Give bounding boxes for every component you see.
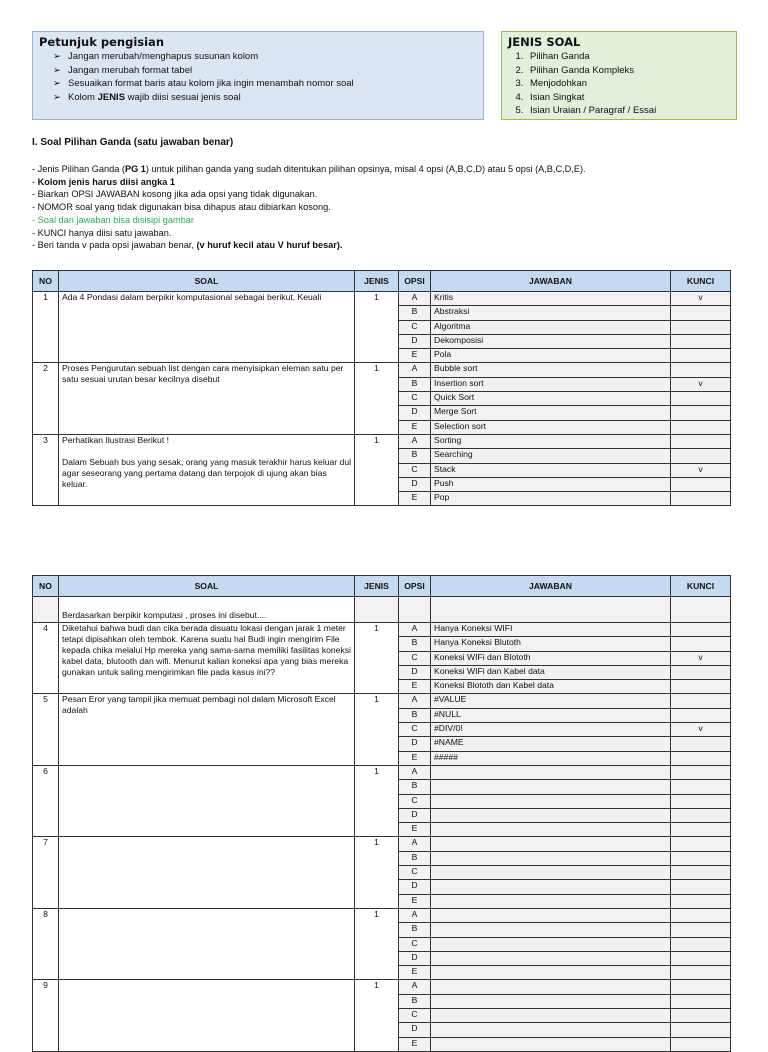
jawaban-cell[interactable] [431, 780, 671, 794]
option-row [33, 292, 731, 306]
kunci-cell[interactable] [671, 823, 731, 837]
jawaban-cell[interactable]: Hanya Koneksi WIFI [431, 623, 671, 637]
jawaban-cell[interactable]: Searching [431, 449, 671, 463]
arrow-icon: ➢ [53, 64, 61, 76]
kunci-cell[interactable] [671, 966, 731, 980]
opsi-cell: E [399, 492, 431, 506]
kunci-cell[interactable]: v [671, 292, 731, 306]
note-line [32, 214, 586, 227]
option-row [33, 434, 731, 448]
jenis-cell[interactable]: 1 [355, 980, 399, 1051]
jawaban-cell[interactable] [431, 837, 671, 851]
question-types-list [502, 50, 736, 118]
instructions-box [32, 31, 484, 120]
instruction-item: ➢ Jangan merubah/menghapus susunan kolom [53, 51, 259, 62]
opsi-cell: B [399, 923, 431, 937]
opsi-cell: D [399, 808, 431, 822]
note-line [32, 163, 586, 176]
kunci-cell[interactable] [671, 866, 731, 880]
opsi-cell: C [399, 937, 431, 951]
opsi-cell: D [399, 880, 431, 894]
jenis-cell [355, 597, 399, 623]
header-no: NO [33, 576, 59, 597]
opsi-cell: A [399, 694, 431, 708]
jawaban-cell[interactable]: #DIV/0! [431, 723, 671, 737]
jawaban-cell[interactable]: #NAME [431, 737, 671, 751]
header-soal: SOAL [59, 271, 355, 292]
jawaban-cell[interactable]: ##### [431, 751, 671, 765]
opsi-cell: E [399, 680, 431, 694]
note-text: ) untuk pilihan ganda yang sudah ditentukan pilihan opsinya, misal 4 opsi (A,B,C,D) atau 5 opsi (A,B,C,D,E). [145, 164, 586, 174]
kunci-cell[interactable] [671, 363, 731, 377]
jawaban-cell[interactable]: Kritis [431, 292, 671, 306]
opsi-cell: E [399, 894, 431, 908]
question-types-box [501, 31, 737, 120]
jawaban-cell[interactable] [431, 980, 671, 994]
kunci-cell[interactable] [671, 780, 731, 794]
jawaban-cell[interactable] [431, 923, 671, 937]
jawaban-cell[interactable] [431, 1023, 671, 1037]
jawaban-cell[interactable]: Pola [431, 349, 671, 363]
kunci-cell[interactable] [671, 680, 731, 694]
no-cell [33, 597, 59, 623]
kunci-cell[interactable] [671, 880, 731, 894]
soal-cell[interactable]: Berdasarkan berpikir komputasi , proses ini disebut.... [59, 597, 355, 623]
jenis-cell[interactable]: 1 [355, 837, 399, 908]
instructions-title: Petunjuk pengisian [39, 35, 165, 49]
kunci-cell[interactable] [671, 808, 731, 822]
soal-cell[interactable]: Proses Pengurutan sebuah list dengan cara menyisipkan eleman satu per satu sesuai urutan besar kecilnya disebut [59, 363, 355, 434]
question-type-item: 2. Pilihan Ganda Kompleks [526, 64, 736, 78]
jawaban-cell[interactable] [431, 851, 671, 865]
kunci-cell[interactable] [671, 1009, 731, 1023]
header-kunci: KUNCI [671, 271, 731, 292]
kunci-cell[interactable] [671, 420, 731, 434]
question-type-item: 3. Menjodohkan [526, 77, 736, 91]
soal-cell[interactable] [59, 837, 355, 908]
kunci-cell[interactable]: v [671, 723, 731, 737]
opsi-cell: D [399, 334, 431, 348]
option-row [33, 363, 731, 377]
opsi-cell: B [399, 637, 431, 651]
opsi-cell: C [399, 463, 431, 477]
jawaban-cell[interactable]: Koneksi Blototh dan Kabel data [431, 680, 671, 694]
kunci-cell[interactable] [671, 306, 731, 320]
instructions-list [33, 50, 483, 104]
header-jenis: JENIS [355, 576, 399, 597]
no-cell: 7 [33, 837, 59, 908]
jawaban-cell[interactable] [431, 966, 671, 980]
header-opsi: OPSI [399, 271, 431, 292]
jawaban-cell[interactable]: Koneksi WIFi dan Blototh [431, 651, 671, 665]
no-cell: 3 [33, 434, 59, 505]
jawaban-cell[interactable] [431, 823, 671, 837]
kunci-cell[interactable] [671, 392, 731, 406]
jawaban-cell[interactable]: Sorting [431, 434, 671, 448]
jawaban-cell[interactable] [431, 1037, 671, 1051]
jawaban-cell [431, 597, 671, 623]
jawaban-cell[interactable]: Insertion sort [431, 377, 671, 391]
kunci-cell[interactable] [671, 794, 731, 808]
kunci-cell[interactable] [671, 637, 731, 651]
opsi-cell: B [399, 708, 431, 722]
soal-cell[interactable]: Perhatikan Ilustrasi Berikut ! Dalam Sebuah bus yang sesak, orang yang masuk terakhir harus keluar dul agar seseorang yang pertama datang dan terpojok di ujung akan bias keluar. [59, 434, 355, 505]
opsi-cell: E [399, 420, 431, 434]
no-cell: 6 [33, 765, 59, 836]
opsi-cell: B [399, 306, 431, 320]
opsi-cell: C [399, 1009, 431, 1023]
kunci-cell[interactable] [671, 1023, 731, 1037]
note-text: - Beri tanda v pada opsi jawaban benar, [32, 240, 197, 251]
opsi-cell: C [399, 651, 431, 665]
jenis-cell[interactable]: 1 [355, 694, 399, 765]
kunci-cell[interactable] [671, 349, 731, 363]
note-text: PG 1 [124, 164, 146, 174]
arrow-icon: ➢ [53, 51, 61, 62]
jawaban-cell[interactable] [431, 908, 671, 922]
note-text: - Soal dan jawaban bisa disisipi gambar [32, 214, 194, 225]
kunci-cell[interactable] [671, 1037, 731, 1051]
jenis-cell[interactable]: 1 [355, 363, 399, 434]
soal-cell[interactable] [59, 980, 355, 1051]
table-header-row [33, 271, 731, 292]
opsi-cell: A [399, 623, 431, 637]
jawaban-cell[interactable] [431, 765, 671, 779]
instruction-item: ➢ Kolom JENIS wajib diisi sesuai jenis soal [53, 91, 241, 103]
question-type-item: 5. Isian Uraian / Paragraf / Essai [526, 104, 736, 118]
kunci-cell[interactable] [671, 708, 731, 722]
opsi-cell: B [399, 851, 431, 865]
jawaban-cell[interactable] [431, 880, 671, 894]
soal-cell[interactable] [59, 765, 355, 836]
opsi-cell: C [399, 392, 431, 406]
opsi-cell: E [399, 751, 431, 765]
note-line [32, 188, 586, 201]
opsi-cell: A [399, 908, 431, 922]
jenis-cell[interactable]: 1 [355, 623, 399, 694]
kunci-cell[interactable] [671, 737, 731, 751]
arrow-icon: ➢ [53, 78, 61, 89]
opsi-cell: A [399, 434, 431, 448]
notes [32, 163, 586, 252]
opsi-cell: B [399, 780, 431, 794]
carry-over-row [33, 597, 731, 623]
note-text: - [32, 176, 38, 187]
soal-cell[interactable]: Ada 4 Pondasi dalam berpikir komputasional sebagai berikut, Keuali [59, 292, 355, 363]
jawaban-cell[interactable] [431, 866, 671, 880]
soal-cell[interactable] [59, 908, 355, 979]
instruction-item: ➢ Jangan merubah format tabel [53, 64, 193, 76]
header-jawaban: JAWABAN [431, 271, 671, 292]
kunci-cell[interactable] [671, 751, 731, 765]
opsi-cell: C [399, 723, 431, 737]
jawaban-cell[interactable]: Bubble sort [431, 363, 671, 377]
questions-table-2 [32, 575, 731, 1052]
opsi-cell: E [399, 966, 431, 980]
option-row [33, 765, 731, 779]
jawaban-cell[interactable] [431, 894, 671, 908]
kunci-cell[interactable] [671, 980, 731, 994]
header-soal: SOAL [59, 576, 355, 597]
jawaban-cell[interactable]: Hanya Koneksi Blutoth [431, 637, 671, 651]
kunci-cell[interactable] [671, 623, 731, 637]
kunci-cell[interactable] [671, 765, 731, 779]
note-line [32, 239, 586, 252]
jawaban-cell[interactable] [431, 794, 671, 808]
option-row [33, 623, 731, 637]
kunci-cell[interactable] [671, 492, 731, 506]
no-cell: 4 [33, 623, 59, 694]
kunci-cell[interactable] [671, 334, 731, 348]
jawaban-cell[interactable]: Algoritma [431, 320, 671, 334]
note-text: - NOMOR soal yang tidak digunakan bisa dihapus atau dibiarkan kosong. [32, 202, 331, 213]
question-type-item: 1. Pilihan Ganda [526, 50, 736, 64]
jenis-cell[interactable]: 1 [355, 434, 399, 505]
kunci-cell[interactable] [671, 951, 731, 965]
jawaban-cell[interactable] [431, 937, 671, 951]
header-kunci: KUNCI [671, 576, 731, 597]
opsi-cell: C [399, 320, 431, 334]
kunci-cell[interactable] [671, 665, 731, 679]
kunci-cell[interactable] [671, 937, 731, 951]
jawaban-cell[interactable]: Koneksi WIFi dan Kabel data [431, 665, 671, 679]
opsi-cell: D [399, 665, 431, 679]
question-type-item: 4. Isian Singkat [526, 91, 736, 105]
option-row [33, 837, 731, 851]
arrow-icon: ➢ [53, 91, 61, 103]
opsi-cell: D [399, 477, 431, 491]
kunci-cell[interactable] [671, 449, 731, 463]
header-jenis: JENIS [355, 271, 399, 292]
jawaban-cell[interactable]: Merge Sort [431, 406, 671, 420]
kunci-cell[interactable]: v [671, 651, 731, 665]
opsi-cell: A [399, 765, 431, 779]
jenis-cell[interactable]: 1 [355, 765, 399, 836]
opsi-cell: E [399, 1037, 431, 1051]
note-text: - Biarkan OPSI JAWABAN kosong jika ada opsi yang tidak digunakan. [32, 189, 318, 200]
jawaban-cell[interactable] [431, 808, 671, 822]
jawaban-cell[interactable]: #NULL [431, 708, 671, 722]
kunci-cell [671, 597, 731, 623]
note-text: - Jenis Pilihan Ganda ( [32, 164, 125, 174]
opsi-cell: A [399, 363, 431, 377]
jawaban-cell[interactable]: Stack [431, 463, 671, 477]
opsi-cell: C [399, 794, 431, 808]
jenis-cell[interactable]: 1 [355, 292, 399, 363]
opsi-cell: D [399, 406, 431, 420]
jawaban-cell[interactable] [431, 951, 671, 965]
opsi-cell: A [399, 837, 431, 851]
jawaban-cell[interactable] [431, 1009, 671, 1023]
no-cell: 2 [33, 363, 59, 434]
jawaban-cell[interactable]: Selection sort [431, 420, 671, 434]
opsi-cell: A [399, 980, 431, 994]
note-line [32, 227, 586, 240]
opsi-cell: B [399, 377, 431, 391]
no-cell: 9 [33, 980, 59, 1051]
opsi-cell: A [399, 292, 431, 306]
kunci-cell[interactable] [671, 908, 731, 922]
kunci-cell[interactable] [671, 694, 731, 708]
instruction-item: ➢ Sesuaikan format baris atau kolom jika ingin menambah nomor soal [53, 78, 354, 89]
jawaban-cell[interactable]: Pop [431, 492, 671, 506]
jawaban-cell[interactable]: #VALUE [431, 694, 671, 708]
no-cell: 8 [33, 908, 59, 979]
kunci-cell[interactable] [671, 434, 731, 448]
header-opsi: OPSI [399, 576, 431, 597]
kunci-cell[interactable] [671, 837, 731, 851]
note-text: - KUNCI hanya diisi satu jawaban. [32, 227, 172, 238]
opsi-cell: B [399, 449, 431, 463]
jawaban-cell[interactable]: Abstraksi [431, 306, 671, 320]
kunci-cell[interactable]: v [671, 463, 731, 477]
soal-cell[interactable]: Diketahui bahwa budi dan cika berada disuatu lokasi dengan jarak 1 meter tetapi dipisahkan oleh tembok. Karena suatu hal Budi ingin mengirim File kepada chika melalui Hp mereka yang sama-sama memiliki fasilitas koneksi kabel data, blutooth dan wifi. Menurut kalian koneksi apa yang bias mereka gunakan untuk saling mengirimkan file pada kasus ini?? [59, 623, 355, 694]
opsi-cell: D [399, 951, 431, 965]
opsi-cell [399, 597, 431, 623]
jenis-cell[interactable]: 1 [355, 908, 399, 979]
jawaban-cell[interactable]: Dekomposisi [431, 334, 671, 348]
jawaban-cell[interactable] [431, 994, 671, 1008]
jawaban-cell[interactable]: Push [431, 477, 671, 491]
option-row [33, 980, 731, 994]
table-header-row [33, 576, 731, 597]
kunci-cell[interactable] [671, 851, 731, 865]
option-row [33, 694, 731, 708]
opsi-cell: E [399, 349, 431, 363]
soal-cell[interactable]: Pesan Eror yang tampil jika memuat pembagi nol dalam Microsoft Excel adalah [59, 694, 355, 765]
note-text: (v huruf kecil atau V huruf besar). [196, 240, 343, 251]
kunci-cell[interactable] [671, 320, 731, 334]
kunci-cell[interactable] [671, 406, 731, 420]
kunci-cell[interactable] [671, 994, 731, 1008]
opsi-cell: D [399, 1023, 431, 1037]
no-cell: 5 [33, 694, 59, 765]
note-text: Kolom jenis harus diisi angka 1 [37, 176, 175, 187]
section-title: I. Soal Pilihan Ganda (satu jawaban benar) [32, 137, 234, 148]
opsi-cell: C [399, 866, 431, 880]
note-line [32, 176, 586, 189]
jawaban-cell[interactable]: Quick Sort [431, 392, 671, 406]
opsi-cell: B [399, 994, 431, 1008]
kunci-cell[interactable] [671, 923, 731, 937]
opsi-cell: D [399, 737, 431, 751]
no-cell: 1 [33, 292, 59, 363]
kunci-cell[interactable]: v [671, 377, 731, 391]
note-line [32, 201, 586, 214]
questions-table-1 [32, 270, 731, 506]
opsi-cell: E [399, 823, 431, 837]
kunci-cell[interactable] [671, 477, 731, 491]
header-jawaban: JAWABAN [431, 576, 671, 597]
question-types-title: JENIS SOAL [508, 35, 581, 49]
header-no: NO [33, 271, 59, 292]
option-row [33, 908, 731, 922]
kunci-cell[interactable] [671, 894, 731, 908]
